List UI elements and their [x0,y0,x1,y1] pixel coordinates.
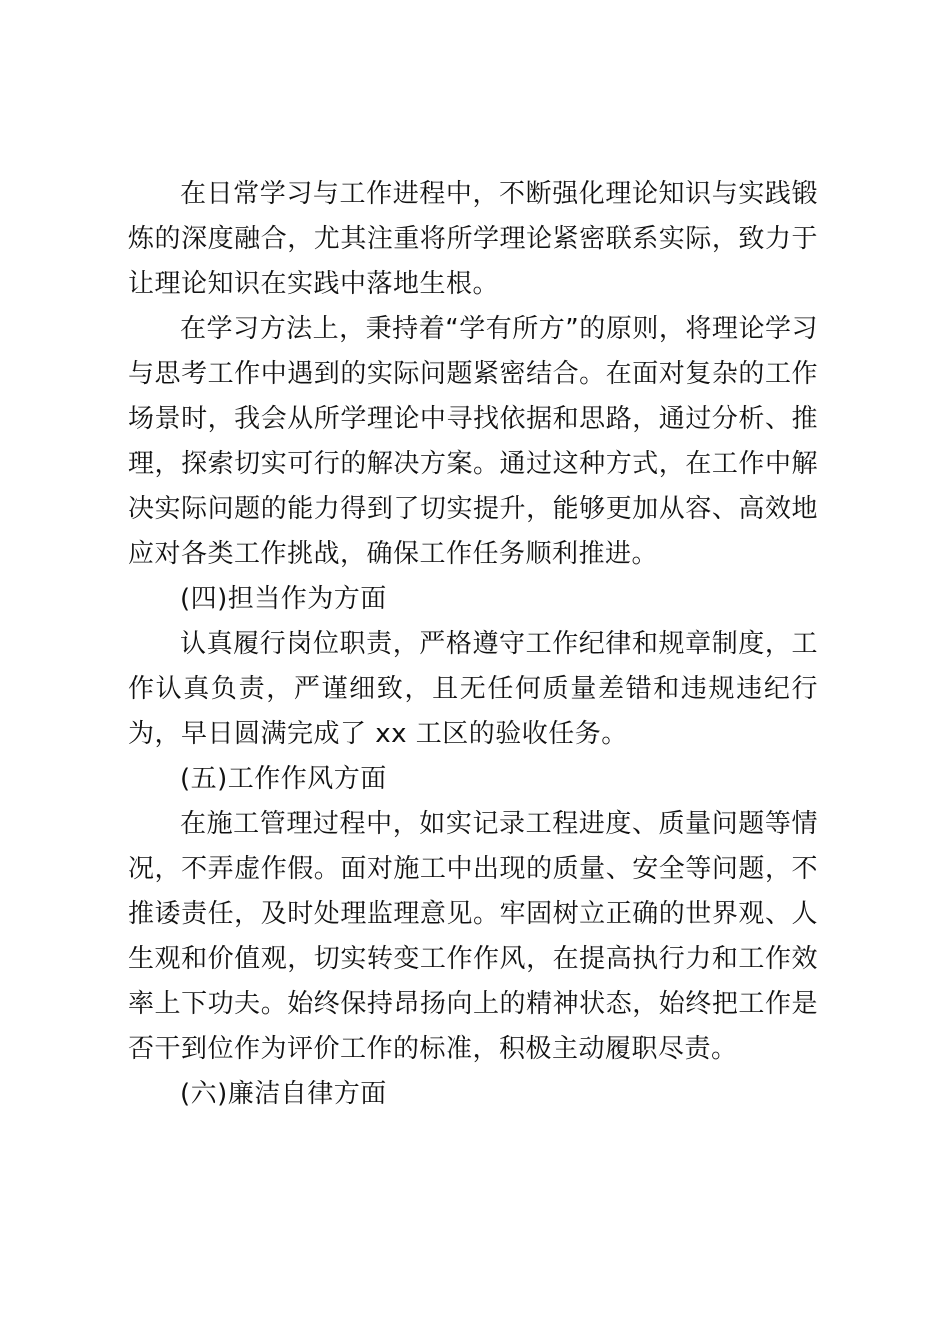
document-body [128,172,818,1117]
paragraph-work-style: 在施工管理过程中，如实记录工程进度、质量问题等情况，不弄虚作假。面对施工中出现的质量、安全等问题，不推诿责任，及时处理监理意见。牢固树立正确的世界观、人生观和价值观，切实转变工作作风，在提高执行力和工作效率上下功夫。始终保持昂扬向上的精神状态，始终把工作是否干到位作为评价工作的标准，积极主动履职尽责。 [128,809,818,1064]
section-heading-responsibility: (四)担当作为方面 [180,584,387,614]
section-heading-integrity: (六)廉洁自律方面 [180,1079,387,1109]
paragraph-theory-practice: 在日常学习与工作进程中，不断强化理论知识与实践锻炼的深度融合，尤其注重将所学理论紧密联系实际，致力于让理论知识在实践中落地生根。 [128,179,818,299]
paragraph-learning-method: 在学习方法上，秉持着“学有所方”的原则，将理论学习与思考工作中遇到的实际问题紧密结合。在面对复杂的工作场景时，我会从所学理论中寻找依据和思路，通过分析、推理，探索切实可行的解决方案。通过这种方式，在工作中解决实际问题的能力得到了切实提升，能够更加从容、高效地应对各类工作挑战，确保工作任务顺利推进。 [128,314,818,569]
paragraph-responsibility: 认真履行岗位职责，严格遵守工作纪律和规章制度，工作认真负责，严谨细致，且无任何质量差错和违规违纪行为，早日圆满完成了 xx 工区的验收任务。 [128,629,818,749]
section-heading-work-style: (五)工作作风方面 [180,764,387,794]
